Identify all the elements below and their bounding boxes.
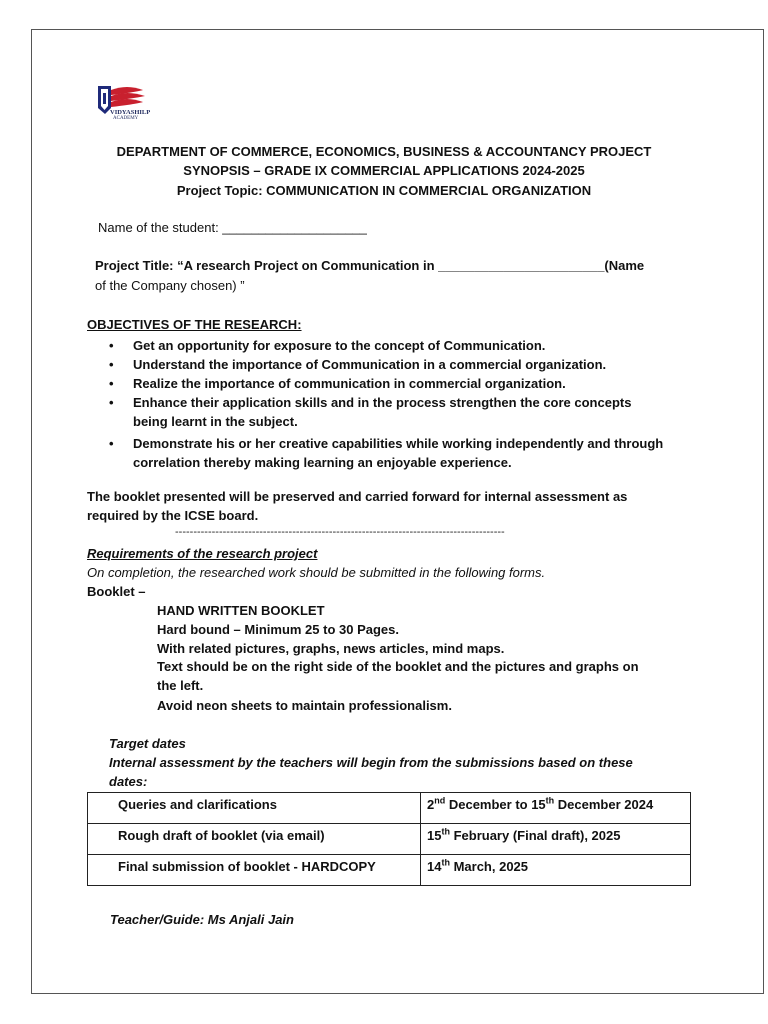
project-title-line1: Project Title: “A research Project on Communication in _______________________(Name — [95, 258, 645, 273]
project-topic-heading: Project Topic: COMMUNICATION IN COMMERCIAL ORGANIZATION — [176, 183, 592, 198]
objectives-heading: OBJECTIVES OF THE RESEARCH: — [87, 317, 302, 332]
table-cell-task: Final submission of booklet - HARDCOPY — [88, 855, 421, 886]
department-heading: DEPARTMENT OF COMMERCE, ECONOMICS, BUSINESS & ACCOUNTANCY PROJECT — [116, 144, 652, 159]
target-dates-line1: Internal assessment by the teachers will begin from the submissions based on these — [109, 755, 633, 770]
teacher-guide: Teacher/Guide: Ms Anjali Jain — [110, 912, 294, 927]
project-title-line2: of the Company chosen) ” — [95, 278, 245, 293]
requirement-line: Text should be on the right side of the booklet and the pictures and graphs on — [157, 659, 639, 674]
student-name-field: Name of the student: ____________________ — [98, 220, 367, 235]
requirements-heading: Requirements of the research project — [87, 546, 318, 561]
list-item: • Get an opportunity for exposure to the concept of Communication. — [106, 336, 666, 355]
table-cell-date: 2nd December to 15th December 2024 — [421, 793, 691, 824]
table-row — [88, 855, 691, 886]
dashed-divider: ------------------------------------------------------------------------------------------ — [175, 526, 505, 538]
requirement-line: Avoid neon sheets to maintain professionalism. — [157, 698, 452, 713]
booklet-label: Booklet – — [87, 584, 146, 599]
booklet-note-line2: required by the ICSE board. — [87, 508, 259, 523]
logo-wordmark: VIDYASHILP ACADEMY — [110, 109, 151, 121]
requirement-line: With related pictures, graphs, news articles, mind maps. — [157, 641, 505, 656]
requirement-line: HAND WRITTEN BOOKLET — [157, 603, 325, 618]
list-item: • Enhance their application skills and in the process strengthen the core concepts being learnt in the subject. — [106, 393, 666, 431]
requirement-line: the left. — [157, 678, 204, 693]
requirement-line: Hard bound – Minimum 25 to 30 Pages. — [157, 622, 399, 637]
target-dates-table — [87, 792, 691, 886]
list-item: • Realize the importance of communication in commercial organization. — [106, 374, 666, 393]
objectives-list — [106, 336, 666, 472]
target-dates-line2: dates: — [109, 774, 148, 789]
synopsis-heading: SYNOPSIS – GRADE IX COMMERCIAL APPLICATIONS 2024-2025 — [183, 163, 585, 178]
list-item: • Demonstrate his or her creative capabilities while working independently and through correlation thereby making learning an enjoyable experience. — [106, 434, 666, 472]
list-item: • Understand the importance of Communication in a commercial organization. — [106, 355, 666, 374]
table-cell-task: Queries and clarifications — [88, 793, 421, 824]
table-cell-task: Rough draft of booklet (via email) — [88, 824, 421, 855]
table-row — [88, 824, 691, 855]
booklet-note-line1: The booklet presented will be preserved and carried forward for internal assessment as — [87, 489, 628, 504]
table-cell-date: 14th March, 2025 — [421, 855, 691, 886]
target-dates-heading: Target dates — [109, 736, 186, 751]
table-row — [88, 793, 691, 824]
requirements-intro: On completion, the researched work should be submitted in the following forms. — [87, 565, 546, 580]
table-cell-date: 15th February (Final draft), 2025 — [421, 824, 691, 855]
